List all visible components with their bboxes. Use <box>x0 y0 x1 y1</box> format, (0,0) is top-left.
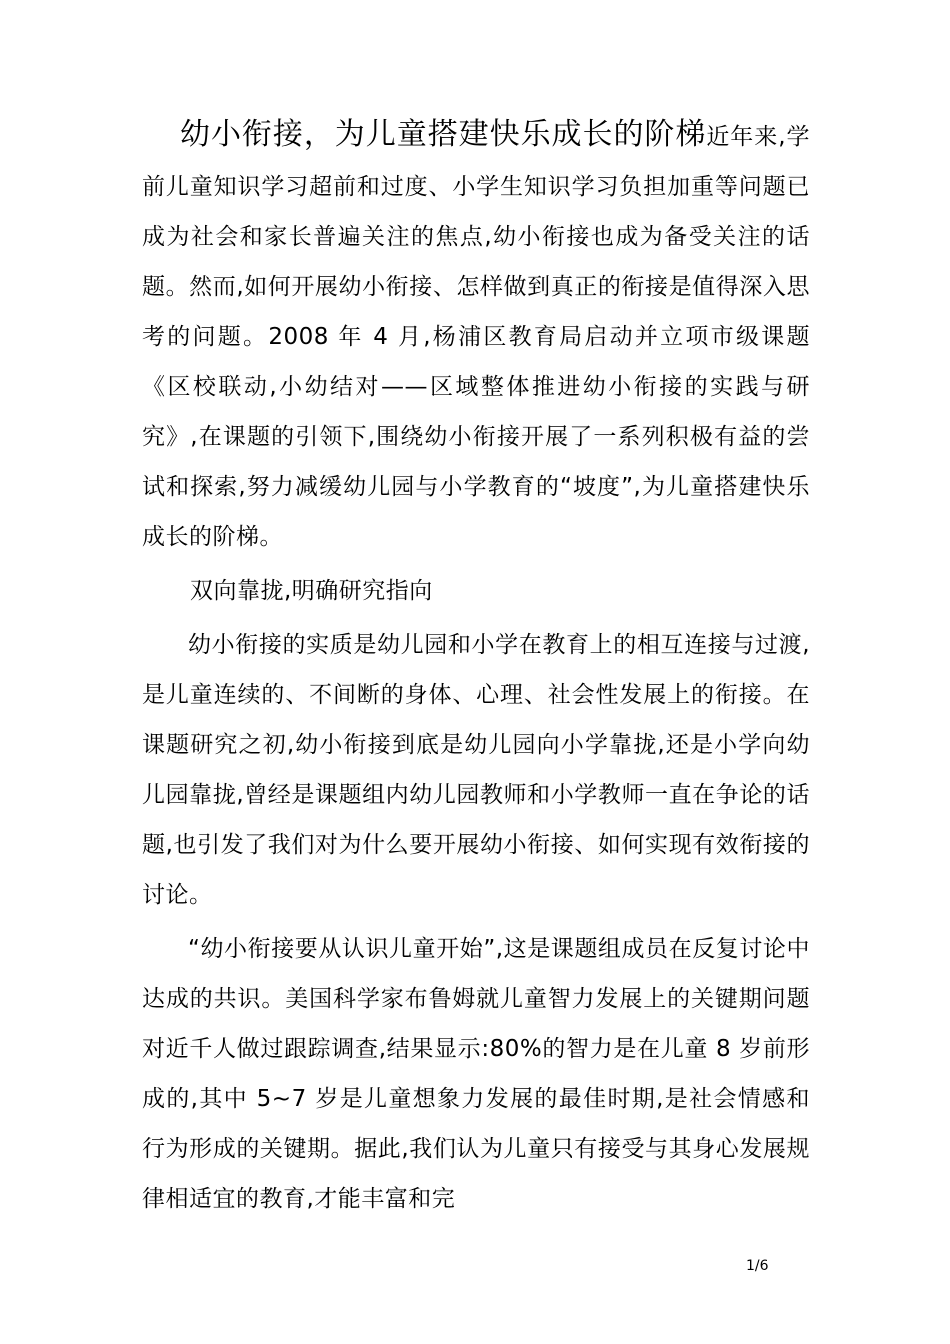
section-heading: 双向靠拢,明确研究指向 <box>190 578 433 604</box>
document-body <box>142 110 810 1224</box>
page-number: 1/6 <box>746 1258 769 1274</box>
paragraph: 幼小衔接的实质是幼儿园和小学在教育上的相互连接与过渡,是儿童连续的、不间断的身体、心理、社会性发展上的衔接。在课题研究之初,幼小衔接到底是幼儿园向小学靠拢,还是小学向幼儿园靠拢,曾经是课题组内幼儿园教师和小学教师一直在争论的话题,也引发了我们对为什么要开展幼小衔接、如何实现有效衔接的讨论。 <box>142 632 810 908</box>
paragraph: “幼小衔接要从认识儿童开始”,这是课题组成员在反复讨论中达成的共识。美国科学家布鲁姆就儿童智力发展上的关键期问题对近千人做过跟踪调查,结果显示:80%的智力是在儿童 8 岁前形成的,其中 5~7 岁是儿童想象力发展的最佳时期,是社会情感和行为形成的关键期。据此,我们认为儿童只有接受与其身心发展规律相适宜的教育,才能丰富和完 <box>142 936 810 1212</box>
first-paragraph <box>142 110 810 562</box>
intro-text: 近年来,学前儿童知识学习超前和过度、小学生知识学习负担加重等问题已成为社会和家长普遍关注的焦点,幼小衔接也成为备受关注的话题。然而,如何开展幼小衔接、怎样做到真正的衔接是值得深入思考的问题。2008 年 4 月,杨浦区教育局启动并立项市级课题《区校联动,小幼结对——区域整体推进幼小衔接的实践与研究》,在课题的引领下,围绕幼小衔接开展了一系列积极有益的尝试和探索,努力减缓幼儿园与小学教育的“坡度”,为儿童搭建快乐成长的阶梯。 <box>142 124 811 550</box>
document-title: 幼小衔接，为儿童搭建快乐成长的阶梯 <box>180 117 707 152</box>
